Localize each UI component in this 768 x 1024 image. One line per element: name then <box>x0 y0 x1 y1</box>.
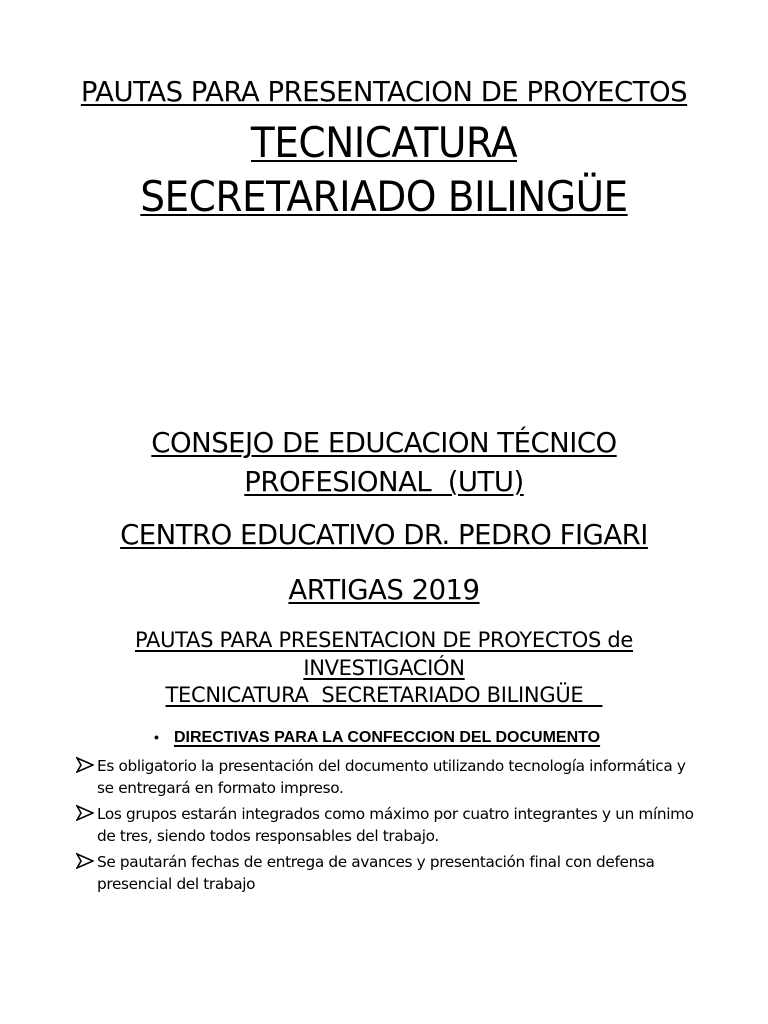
council-name-text-2: PROFESIONAL (UTU) <box>244 466 524 498</box>
program-subtitle-text: SECRETARIADO BILINGÜE <box>140 172 628 221</box>
list-item-line-1: Los grupos estarán integrados como máximo por cuatro integrantes y un mínimo <box>97 805 694 823</box>
location-year-text: ARTIGAS 2019 <box>288 574 480 606</box>
subtitle-text-3: TECNICATURA SECRETARIADO BILINGÜE <box>165 683 603 707</box>
directives-list <box>76 755 736 899</box>
arrowhead-bullet-icon <box>76 756 94 774</box>
list-item-line-1: Se pautarán fechas de entrega de avances y presentación final con defensa <box>97 853 655 871</box>
header-title <box>0 76 768 108</box>
arrowhead-bullet-icon <box>76 804 94 822</box>
council-name-line-1 <box>0 427 768 459</box>
subtitle-line-2 <box>0 656 768 680</box>
directives-heading-text: DIRECTIVAS PARA LA CONFECCION DEL DOCUMENTO <box>174 729 601 746</box>
arrowhead-bullet-icon <box>76 852 94 870</box>
list-item <box>76 851 736 895</box>
subtitle-line-3 <box>0 683 768 707</box>
list-item-line-2: se entregará en formato impreso. <box>97 779 344 797</box>
list-item <box>76 755 736 799</box>
subtitle-line-1 <box>0 628 768 652</box>
list-item <box>76 803 736 847</box>
header-title-text: PAUTAS PARA PRESENTACION DE PROYECTOS <box>80 76 688 108</box>
bullet-dot-icon: • <box>154 729 159 745</box>
subtitle-text-2: INVESTIGACIÓN <box>303 656 465 680</box>
council-name-line-2 <box>0 466 768 498</box>
school-name <box>0 519 768 551</box>
list-item-line-2: presencial del trabajo <box>97 875 256 893</box>
council-name-text-1: CONSEJO DE EDUCACION TÉCNICO <box>151 427 617 459</box>
directives-heading <box>154 729 600 747</box>
list-item-line-2: de tres, siendo todos responsables del trabajo. <box>97 827 439 845</box>
program-subtitle <box>27 172 741 221</box>
location-year <box>0 574 768 606</box>
school-name-text: CENTRO EDUCATIVO DR. PEDRO FIGARI <box>120 519 648 551</box>
list-item-line-1: Es obligatorio la presentación del documento utilizando tecnología informática y <box>97 757 686 775</box>
program-title <box>27 118 741 167</box>
subtitle-text-1: PAUTAS PARA PRESENTACION DE PROYECTOS de <box>134 628 633 652</box>
program-title-text: TECNICATURA <box>250 118 518 167</box>
